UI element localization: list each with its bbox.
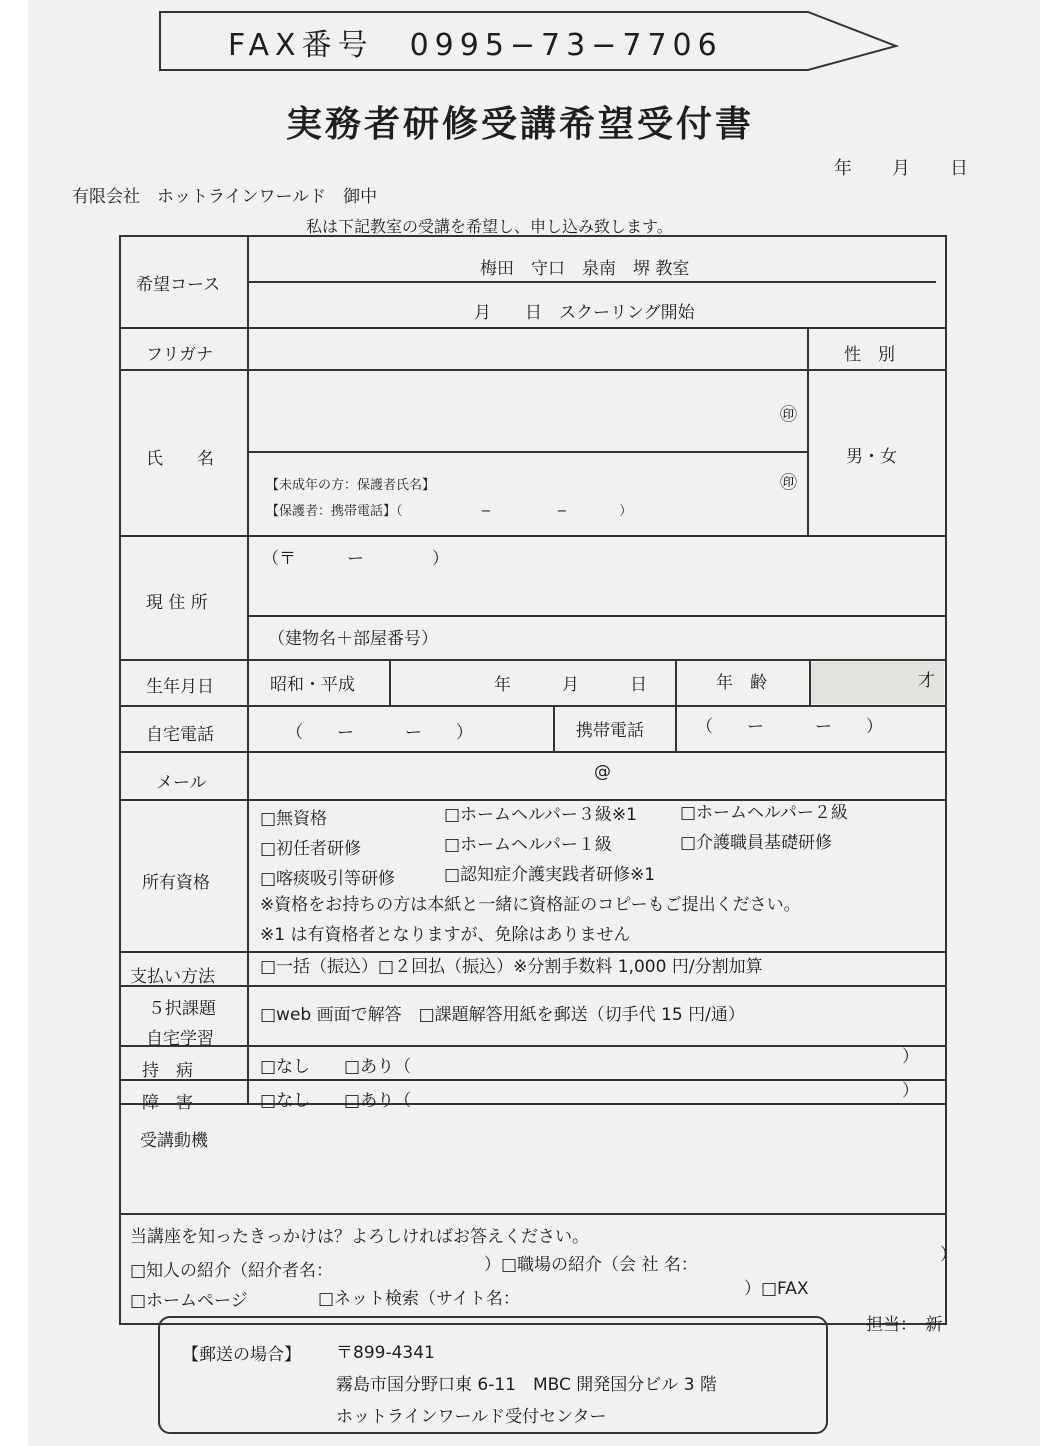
email-label: メール [156,773,207,793]
referral-question: 当講座を知ったきっかけは？よろしければお答えください。 [130,1227,589,1247]
qual-hh2-checkbox[interactable]: □ホームヘルパー２級 [680,803,848,823]
payment-label: 支払い方法 [130,967,215,987]
qual-suction-checkbox[interactable]: □喀痰吸引等研修 [260,869,396,889]
intro-text: 私は下記教室の受講を希望し、申し込み致します。 [306,217,673,236]
disability-label: 障 害 [142,1093,193,1113]
guardian-seal-mark: ㊞ [780,473,797,493]
staff-in-charge: 担当： 新 [866,1315,943,1335]
motive-label: 受講動機 [140,1131,208,1151]
furigana-label: フリガナ [146,345,214,365]
guardian-name-label: 【未成年の方：保護者氏名】 [266,478,436,493]
address-label: 現 住 所 [146,593,208,613]
course-classrooms[interactable]: 梅田 守口 泉南 堺 教室 [480,259,690,279]
home-phone-field[interactable]: （ ー ー ） [286,723,473,743]
course-label: 希望コース [136,275,221,295]
postal-heading: 【郵送の場合】 [182,1345,301,1365]
email-at-sign: @ [594,762,611,782]
qual-dementia-checkbox[interactable]: □認知症介護実践者研修※1 [444,865,656,885]
course-schooling-date[interactable]: 月 日 スクーリング開始 [474,303,695,323]
homework-label-2: 自宅学習 [146,1029,214,1049]
postal-info-box [158,1316,828,1434]
mobile-phone-field[interactable]: （ ー ー ） [696,717,883,737]
homework-options[interactable]: □web 画面で解答 □課題解答用紙を郵送（切手代 15 円/通） [260,1005,745,1025]
qual-none-checkbox[interactable]: □無資格 [260,809,328,829]
qual-initial-checkbox[interactable]: □初任者研修 [260,839,362,859]
age-unit: 才 [918,671,935,691]
referral-homepage-checkbox[interactable]: □ホームページ [130,1291,248,1311]
referral-fax-checkbox[interactable]: ）□FAX [744,1279,809,1299]
addressee: 有限会社 ホットラインワールド 御中 [72,187,378,207]
referral-acquaintance-checkbox[interactable]: □知人の紹介（紹介者名： [130,1261,334,1281]
age-label: 年 齢 [716,673,767,693]
mobile-phone-label: 携帯電話 [576,721,644,741]
qualifications-note2: ※1 は有資格者となりますが、免除はありません [260,925,631,945]
illness-label: 持 病 [142,1061,193,1081]
gender-options[interactable]: 男・女 [846,447,897,467]
qual-hh1-checkbox[interactable]: □ホームヘルパー１級 [444,835,612,855]
fax-number: FAX番号 0995−73−7706 [228,28,723,63]
birth-ymd-field[interactable]: 年 月 日 [494,675,647,695]
name-seal-mark: ㊞ [780,405,797,425]
illness-options[interactable]: □なし □あり（ [260,1057,412,1077]
postal-center: ホットラインワールド受付センター [336,1407,607,1427]
illness-close-paren: ） [902,1047,919,1067]
name-label: 氏 名 [146,449,214,469]
referral-workplace-checkbox[interactable]: ）□職場の紹介（会 社 名： [484,1255,698,1275]
referral-search-checkbox[interactable]: □ネット検索（サイト名： [318,1289,520,1309]
document-title: 実務者研修受講希望受付書 [285,104,754,145]
postal-address: 霧島市国分野口東 6-11 MBC 開発国分ビル 3 階 [336,1375,717,1395]
building-label: （建物名＋部屋番号） [268,629,438,649]
postal-zip: 〒899-4341 [336,1343,435,1363]
birth-era-options[interactable]: 昭和・平成 [270,675,355,695]
home-phone-label: 自宅電話 [146,725,214,745]
payment-options[interactable]: □一括（振込）□２回払（振込）※分割手数料 1,000 円/分割加算 [260,957,763,977]
qual-basic-checkbox[interactable]: □介護職員基礎研修 [680,833,833,853]
qualifications-note1: ※資格をお持ちの方は本紙と一緒に資格証のコピーもご提出ください。 [260,895,801,915]
disability-close-paren: ） [902,1081,919,1101]
postal-code-field[interactable]: （〒 ー ） [262,549,449,569]
homework-label-1: ５択課題 [148,999,216,1019]
qual-hh3-checkbox[interactable]: □ホームヘルパー３級※1 [444,805,637,825]
qualifications-label: 所有資格 [142,873,210,893]
disability-options[interactable]: □なし □あり（ [260,1091,412,1111]
date-line: 年月日 [834,158,1008,179]
guardian-phone-field[interactable]: 【保護者：携帯電話】（ − − ） [266,504,633,519]
birth-label: 生年月日 [146,677,214,697]
referral-close-paren: ） [940,1245,957,1265]
gender-label: 性 別 [844,345,895,365]
